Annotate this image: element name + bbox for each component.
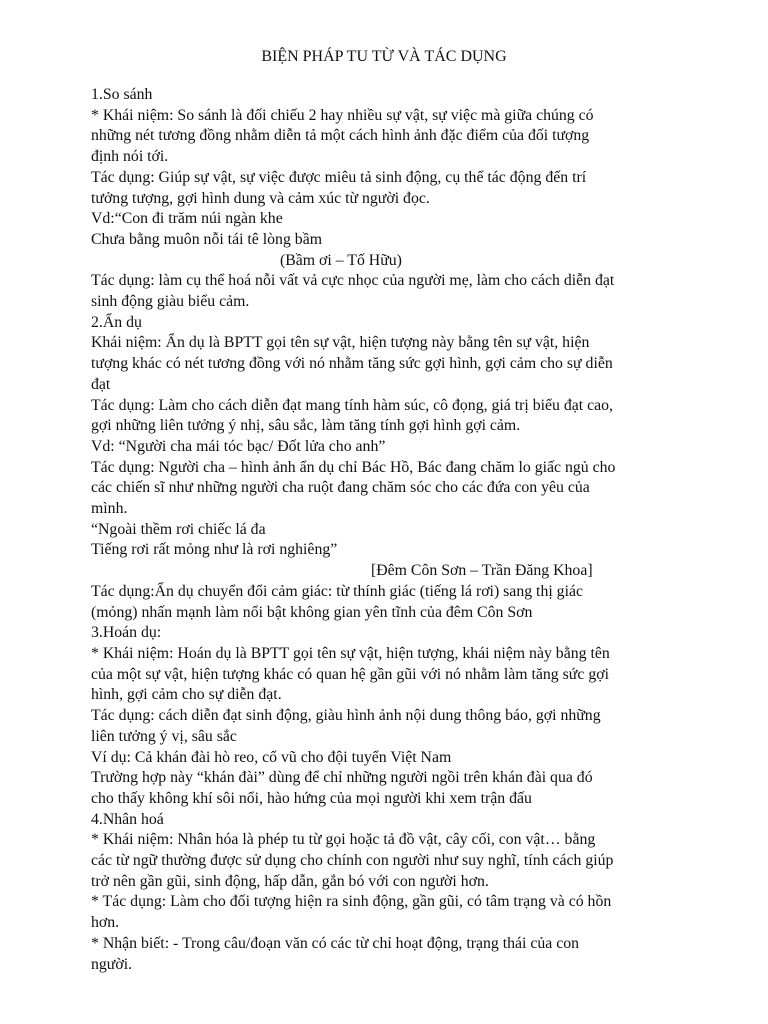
text-line: sinh động giàu biểu cảm. xyxy=(91,293,250,311)
section-heading-hoan-du: 3.Hoán dụ: xyxy=(91,624,162,642)
text-line: * Nhận biết: - Trong câu/đoạn văn có các từ chỉ hoạt động, trạng thái của con xyxy=(91,934,580,952)
text-line: Tác dụng: cách diễn đạt sinh động, giàu hình ảnh nội dung thông báo, gợi những xyxy=(91,707,601,725)
example-line: “Ngoài thềm rơi chiếc lá đa xyxy=(91,520,266,538)
section-heading-an-du: 2.Ẩn dụ xyxy=(91,313,142,331)
section-heading-so-sanh: 1.So sánh xyxy=(91,86,153,103)
text-line: tượng khác có nét tương đồng với nó nhằm tăng sức gợi hình, gợi cảm cho sự diễn xyxy=(91,355,613,373)
text-line: * Khái niệm: Nhân hóa là phép tu từ gọi hoặc tả đồ vật, cây cối, con vật… bằng xyxy=(91,831,596,849)
text-line: * Tác dụng: Làm cho đối tượng hiện ra sinh động, gần gũi, có tâm trạng và có hồn xyxy=(91,893,612,911)
text-line: tưởng tượng, gợi hình dung và cảm xúc từ người đọc. xyxy=(91,189,430,207)
example-line: Tiếng rơi rất mỏng như là rơi nghiêng” xyxy=(91,541,338,559)
example-line: Vd:“Con đi trăm núi ngàn khe xyxy=(91,210,283,228)
section-heading-nhan-hoa: 4.Nhân hoá xyxy=(91,810,164,828)
text-line: liên tưởng ý vị, sâu sắc xyxy=(91,727,237,745)
text-line: người. xyxy=(91,955,133,973)
text-line: Tác dụng: Giúp sự vật, sự việc được miêu tả sinh động, cụ thể tác động đến trí xyxy=(91,168,587,186)
text-line: định nói tới. xyxy=(91,148,169,166)
document-title: BIỆN PHÁP TU TỪ VÀ TÁC DỤNG xyxy=(261,48,507,65)
text-line: các từ ngữ thường được sử dụng cho chính con người như suy nghĩ, tính cách giúp xyxy=(91,852,614,870)
citation-line: (Bầm ơi – Tố Hữu) xyxy=(280,251,402,269)
text-line: những nét tương đồng nhằm diễn tả một cách hình ảnh đặc điểm của đối tượng xyxy=(91,127,590,145)
text-line: Khái niệm: Ẩn dụ là BPTT gọi tên sự vật, hiện tượng này bằng tên sự vật, hiện xyxy=(91,334,590,352)
text-line: (mỏng) nhấn mạnh làm nổi bật không gian yên tĩnh của đêm Côn Sơn xyxy=(91,603,533,621)
text-line: * Khái niệm: Hoán dụ là BPTT gọi tên sự vật, hiện tượng, khái niệm này bằng tên xyxy=(91,644,610,662)
text-line: đạt xyxy=(91,375,111,393)
text-line: mình. xyxy=(91,500,128,518)
example-line: Vd: “Người cha mái tóc bạc/ Đốt lửa cho anh” xyxy=(91,437,386,455)
example-line: Chưa bằng muôn nỗi tái tê lòng bầm xyxy=(91,230,322,248)
text-line: các chiến sĩ như những người cha ruột đang chăm sóc cho các đứa con yêu của xyxy=(91,479,590,497)
document-body xyxy=(91,85,691,975)
text-line: * Khái niệm: So sánh là đối chiếu 2 hay nhiều sự vật, sự việc mà giữa chúng có xyxy=(91,106,594,124)
text-line: trở nên gần gũi, sinh động, hấp dẫn, gắn bó với con người hơn. xyxy=(91,872,489,890)
example-line: Ví dụ: Cả khán đài hò reo, cổ vũ cho đội tuyển Việt Nam xyxy=(91,748,452,766)
text-line: gợi những liên tưởng ý nhị, sâu sắc, làm tăng tính gợi hình gợi cảm. xyxy=(91,417,521,435)
text-line: Trường hợp này “khán đài” dùng để chỉ những người ngồi trên khán đài qua đó xyxy=(91,769,593,787)
text-line: Tác dụng: làm cụ thể hoá nỗi vất vả cực nhọc của người mẹ, làm cho cách diễn đạt xyxy=(91,272,615,290)
text-line: hơn. xyxy=(91,914,120,932)
text-line: cho thấy không khí sôi nổi, hào hứng của mọi người khi xem trận đấu xyxy=(91,789,532,807)
text-line: hình, gợi cảm cho sự diễn đạt. xyxy=(91,686,282,704)
text-line: của một sự vật, hiện tượng khác có quan hệ gần gũi với nó nhằm làm tăng sức gợi xyxy=(91,665,609,683)
text-line: Tác dụng:Ẩn dụ chuyển đổi cảm giác: từ thính giác (tiếng lá rơi) sang thị giác xyxy=(91,582,583,600)
text-line: Tác dụng: Làm cho cách diễn đạt mang tính hàm súc, cô đọng, giá trị biểu đạt cao, xyxy=(91,396,614,414)
citation-line: [Đêm Côn Sơn – Trần Đăng Khoa] xyxy=(371,562,593,580)
text-line: Tác dụng: Người cha – hình ảnh ẩn dụ chỉ Bác Hồ, Bác đang chăm lo giấc ngủ cho xyxy=(91,458,616,476)
